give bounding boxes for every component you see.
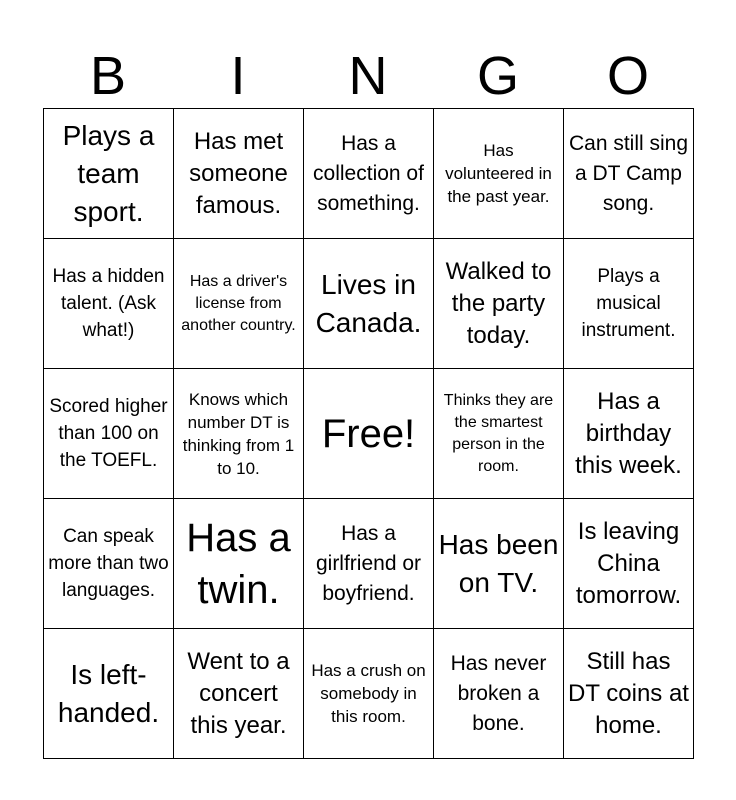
cell-text: Is leaving China tomorrow. [575,517,682,609]
header-letter-b: B [89,46,127,106]
bingo-cell[interactable] [174,109,304,239]
cell-text: Has a girlfriend or boyfriend. [315,521,422,605]
cell-text: Plays a team sport. [62,119,155,227]
bingo-cell[interactable] [174,239,304,369]
bingo-cell[interactable] [304,239,434,369]
cell-text: Knows which number DT is thinking from 1 to 10. [182,389,295,478]
bingo-cell[interactable] [564,109,694,239]
cell-text: Has a collection of something. [313,131,424,215]
bingo-board [43,108,694,759]
header-letter-o: O [606,46,649,106]
board-row [44,109,694,239]
bingo-cell[interactable] [434,239,564,369]
cell-text: Went to a concert this year. [187,647,290,739]
bingo-cell[interactable] [434,369,564,499]
cell-text: Has a twin. [186,515,291,612]
bingo-cell[interactable] [304,109,434,239]
bingo-cell[interactable] [174,629,304,759]
cell-text: Free! [321,411,416,456]
bingo-cell[interactable] [434,629,564,759]
bingo-cell[interactable] [434,499,564,629]
bingo-cell[interactable] [304,629,434,759]
board-row [44,369,694,499]
bingo-cell[interactable] [174,499,304,629]
cell-text: Still has DT coins at home. [568,647,689,739]
cell-text: Lives in Canada. [315,268,422,338]
header-letter-i: I [230,46,246,106]
bingo-cell[interactable] [304,499,434,629]
cell-text: Has volunteered in the past year. [445,141,552,206]
bingo-cell[interactable] [434,109,564,239]
cell-text: Scored higher than 100 on the TOEFL. [49,396,168,471]
board-row [44,629,694,759]
header-letter-g: G [476,46,519,106]
bingo-cell[interactable] [564,369,694,499]
cell-text: Walked to the party today. [445,257,552,349]
board-row [44,499,694,629]
cell-text: Plays a musical instrument. [581,266,676,341]
bingo-cell[interactable] [44,109,174,239]
cell-text: Is left-handed. [57,658,160,728]
header-letter-n: N [348,46,388,106]
bingo-cell[interactable] [44,499,174,629]
bingo-cell[interactable] [564,629,694,759]
bingo-cell[interactable] [564,499,694,629]
bingo-cell[interactable] [44,369,174,499]
board-row [44,239,694,369]
cell-text: Has a crush on somebody in this room. [311,661,426,726]
cell-text: Thinks they are the smartest person in the room. [443,391,554,475]
cell-text: Has never broken a bone. [450,651,547,735]
cell-text: Has a hidden talent. (Ask what!) [52,266,165,341]
cell-text: Has a driver's license from another country. [181,272,296,334]
cell-text: Has met someone famous. [189,127,288,219]
bingo-cell[interactable] [44,629,174,759]
cell-text: Has a birthday this week. [575,387,682,479]
cell-text: Has been on TV. [438,528,559,598]
bingo-cell[interactable] [564,239,694,369]
cell-text: Can speak more than two languages. [48,526,169,601]
bingo-header [43,44,693,108]
bingo-cell[interactable] [44,239,174,369]
free-cell[interactable] [304,369,434,499]
cell-text: Can still sing a DT Camp song. [568,131,689,215]
bingo-cell[interactable] [174,369,304,499]
